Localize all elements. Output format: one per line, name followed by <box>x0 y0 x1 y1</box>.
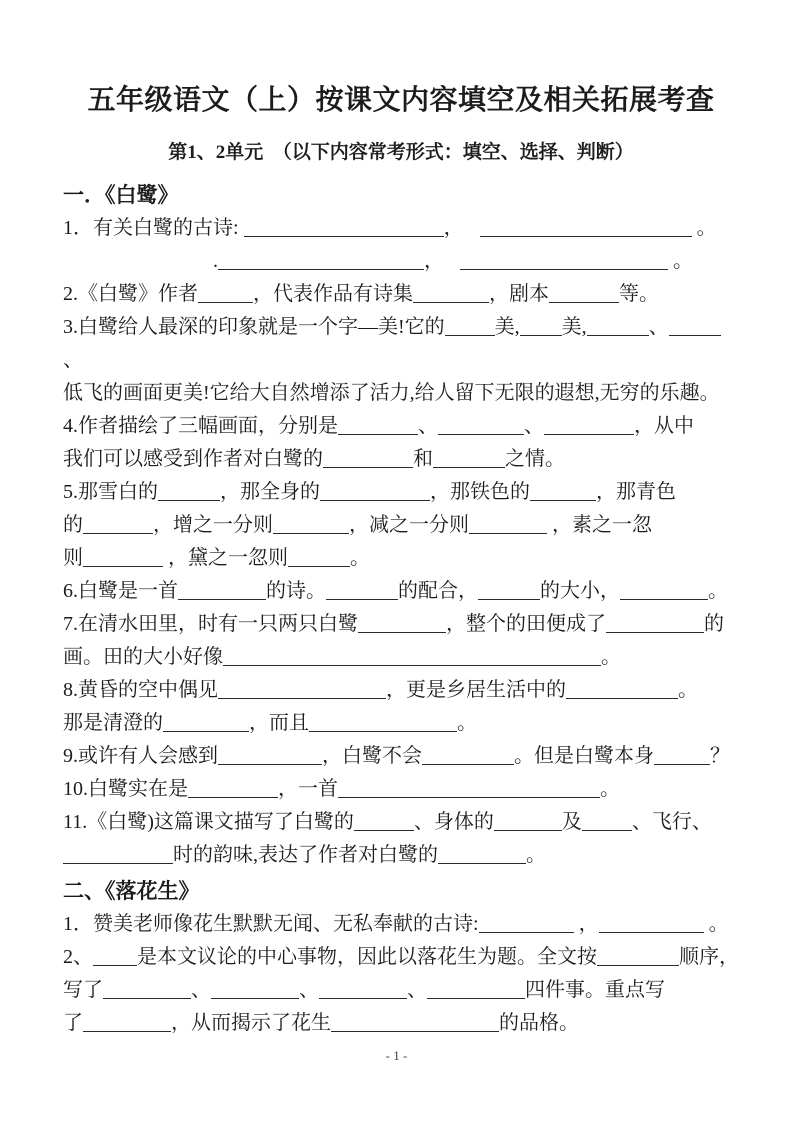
question-item <box>63 311 739 410</box>
question-text: 7.在清水田里，时有一只两只白鹭 <box>63 613 358 635</box>
fill-in-blank[interactable] <box>83 517 153 534</box>
question-text: 1．有关白鹭的古诗: <box>63 217 244 239</box>
question-text: 的 <box>704 613 724 635</box>
fill-in-blank[interactable] <box>83 550 163 567</box>
fill-in-blank[interactable] <box>469 517 547 534</box>
question-text: ，那铁色的 <box>430 481 530 503</box>
question-text: 写了 <box>63 979 103 1001</box>
question-item <box>63 575 739 608</box>
question-text: 。 <box>526 844 546 866</box>
question-text: 3.白鹭给人最深的印象就是一个字—美!它的 <box>63 316 445 338</box>
question-text: ， <box>424 250 444 272</box>
fill-in-blank[interactable] <box>178 583 266 600</box>
fill-in-blank[interactable] <box>480 220 692 237</box>
question-text: 的诗。 <box>266 580 326 602</box>
question-text: 1．赞美老师像花生默默无闻、无私奉献的古诗: <box>63 913 479 935</box>
section-heading: 一．《白鹭》 <box>63 183 179 207</box>
question-text: 我们可以感受到作者对白鹭的 <box>63 448 323 470</box>
indent-spacer <box>444 266 460 267</box>
indent-spacer <box>63 266 213 267</box>
question-text: 、 <box>418 415 438 437</box>
fill-in-blank[interactable] <box>544 418 634 435</box>
fill-in-blank[interactable] <box>288 550 350 567</box>
question-text: 。 <box>708 580 728 602</box>
section-heading: 二、《落花生》 <box>63 879 200 903</box>
question-text: 4.作者描绘了三幅画面，分别是 <box>63 415 338 437</box>
fill-in-blank[interactable] <box>358 616 446 633</box>
question-text: ，代表作品有诗集 <box>253 283 413 305</box>
fill-in-blank[interactable] <box>218 748 322 765</box>
fill-in-blank[interactable] <box>309 715 457 732</box>
question-text: 8.黄昏的空中偶见 <box>63 679 218 701</box>
fill-in-blank[interactable] <box>599 916 704 933</box>
fill-in-blank[interactable] <box>188 781 278 798</box>
question-text: ， <box>443 217 464 239</box>
question-text: 、 <box>407 979 427 1001</box>
question-text: ， <box>573 913 599 935</box>
fill-in-blank[interactable] <box>211 982 299 999</box>
fill-in-blank[interactable] <box>320 484 430 501</box>
question-text: 、身体的 <box>413 811 494 833</box>
question-text: ，整个的田便成了 <box>446 613 606 635</box>
question-text: 2.《白鹭》作者 <box>63 283 198 305</box>
question-text: 、 <box>191 979 211 1001</box>
question-text: ，增之一分则 <box>153 514 273 536</box>
question-text: 。 <box>668 250 693 272</box>
question-text: 的品格。 <box>499 1012 579 1034</box>
question-text: ，而且 <box>249 712 309 734</box>
question-text: ，素之一忽 <box>547 514 652 536</box>
question-text: ，一首 <box>278 778 338 800</box>
question-text: ，那全身的 <box>220 481 320 503</box>
question-text: 是本文议论的中心事物，因此以落花生为题。全文按 <box>137 946 597 968</box>
question-text: 美, <box>561 316 587 338</box>
fill-in-blank[interactable] <box>479 916 574 933</box>
question-text: 之情。 <box>505 448 565 470</box>
document-title: 五年级语文（上）按课文内容填空及相关拓展考查 <box>87 85 715 116</box>
question-text: 10.白鹭实在是 <box>63 778 188 800</box>
question-text: 时的韵味,表达了作者对白鹭的 <box>173 844 438 866</box>
fill-in-blank[interactable] <box>566 682 678 699</box>
question-item <box>63 476 739 575</box>
question-text: 低飞的画面更美!它给大自然增添了活力,给人留下无限的遐想,无穷的乐趣。 <box>63 382 720 404</box>
question-text: 6.白鹭是一首 <box>63 580 178 602</box>
page-number: - 1 - <box>385 1048 408 1063</box>
question-text: ，从中 <box>634 415 694 437</box>
document-subtitle: 第1、2单元 （以下内容常考形式：填空、选择、判断） <box>168 142 634 163</box>
question-item <box>63 608 739 674</box>
question-text: . <box>213 250 218 272</box>
question-text: ，更是乡居生活中的 <box>386 679 566 701</box>
question-text: 的 <box>63 514 83 536</box>
fill-in-blank[interactable] <box>223 649 601 666</box>
fill-in-blank[interactable] <box>218 253 424 270</box>
fill-in-blank[interactable] <box>163 715 249 732</box>
question-text: ，那青色 <box>596 481 676 503</box>
question-text: 那是清澄的 <box>63 712 163 734</box>
fill-in-blank[interactable] <box>198 286 253 303</box>
fill-in-blank[interactable] <box>326 583 398 600</box>
fill-in-blank[interactable] <box>654 748 710 765</box>
fill-in-blank[interactable] <box>331 1015 499 1032</box>
question-text: 画。田的大小好像 <box>63 646 223 668</box>
fill-in-blank[interactable] <box>582 814 632 831</box>
fill-in-blank[interactable] <box>422 748 514 765</box>
question-text: 。 <box>703 913 729 935</box>
question-text: 。 <box>350 547 370 569</box>
fill-in-blank[interactable] <box>620 583 708 600</box>
question-text: 的配合， <box>398 580 478 602</box>
question-text: ？ <box>710 745 730 767</box>
fill-in-blank[interactable] <box>494 814 562 831</box>
fill-in-blank[interactable] <box>93 949 137 966</box>
fill-in-blank[interactable] <box>218 682 386 699</box>
fill-in-blank[interactable] <box>63 847 173 864</box>
fill-in-blank[interactable] <box>520 319 562 336</box>
indent-spacer <box>464 233 480 234</box>
question-text: 、 <box>63 349 83 371</box>
question-text: ，减之一分则 <box>349 514 469 536</box>
fill-in-blank[interactable] <box>354 814 414 831</box>
question-text: 顺序， <box>679 946 739 968</box>
fill-in-blank[interactable] <box>460 253 668 270</box>
fill-in-blank[interactable] <box>319 982 407 999</box>
fill-in-blank[interactable] <box>323 451 413 468</box>
fill-in-blank[interactable] <box>606 616 704 633</box>
question-item <box>63 278 739 311</box>
fill-in-blank[interactable] <box>427 982 525 999</box>
fill-in-blank[interactable] <box>413 286 489 303</box>
fill-in-blank[interactable] <box>338 781 600 798</box>
question-text: 则 <box>63 547 83 569</box>
question-text: 及 <box>561 811 582 833</box>
fill-in-blank[interactable] <box>103 982 191 999</box>
question-text: 11.《白鹭)这篇课文描写了白鹭的 <box>63 811 354 833</box>
fill-in-blank[interactable] <box>445 319 495 336</box>
question-text: 、 <box>299 979 319 1001</box>
fill-in-blank[interactable] <box>158 484 220 501</box>
question-item <box>63 740 739 773</box>
question-text: 和 <box>413 448 433 470</box>
fill-in-blank[interactable] <box>587 319 649 336</box>
question-text: 2、 <box>63 946 93 968</box>
question-text: 、 <box>648 316 669 338</box>
question-text: 等。 <box>619 283 659 305</box>
fill-in-blank[interactable] <box>530 484 596 501</box>
question-text: ，黛之一忽则 <box>163 547 288 569</box>
fill-in-blank[interactable] <box>433 451 505 468</box>
fill-in-blank[interactable] <box>669 319 721 336</box>
question-text: 、 <box>524 415 544 437</box>
question-text: 四件事。重点写 <box>525 979 665 1001</box>
fill-in-blank[interactable] <box>273 517 349 534</box>
question-text: 。但是白鹭本身 <box>514 745 654 767</box>
question-text: 美, <box>494 316 520 338</box>
question-item <box>63 941 739 1040</box>
question-text: ，剧本 <box>489 283 549 305</box>
fill-in-blank[interactable] <box>83 1015 171 1032</box>
question-item <box>63 806 739 872</box>
question-text: 。 <box>600 778 620 800</box>
question-text: ，从而揭示了花生 <box>171 1012 331 1034</box>
question-text: 5.那雪白的 <box>63 481 158 503</box>
fill-in-blank[interactable] <box>597 949 679 966</box>
fill-in-blank[interactable] <box>244 220 444 237</box>
question-text: 。 <box>678 679 698 701</box>
question-item <box>63 674 739 740</box>
fill-in-blank[interactable] <box>438 418 524 435</box>
fill-in-blank[interactable] <box>549 286 619 303</box>
question-item <box>63 212 739 278</box>
question-text: ，白鹭不会 <box>322 745 422 767</box>
question-text: 、飞行、 <box>631 811 712 833</box>
fill-in-blank[interactable] <box>478 583 540 600</box>
question-item <box>63 908 739 941</box>
question-item <box>63 773 739 806</box>
question-text: 的大小， <box>540 580 620 602</box>
fill-in-blank[interactable] <box>438 847 526 864</box>
document-body <box>63 178 739 1040</box>
question-text: 。 <box>601 646 621 668</box>
question-text: 。 <box>457 712 477 734</box>
question-text: 。 <box>691 217 717 239</box>
question-text: 了 <box>63 1012 83 1034</box>
question-text: 9.或许有人会感到 <box>63 745 218 767</box>
question-item <box>63 410 739 476</box>
fill-in-blank[interactable] <box>338 418 418 435</box>
